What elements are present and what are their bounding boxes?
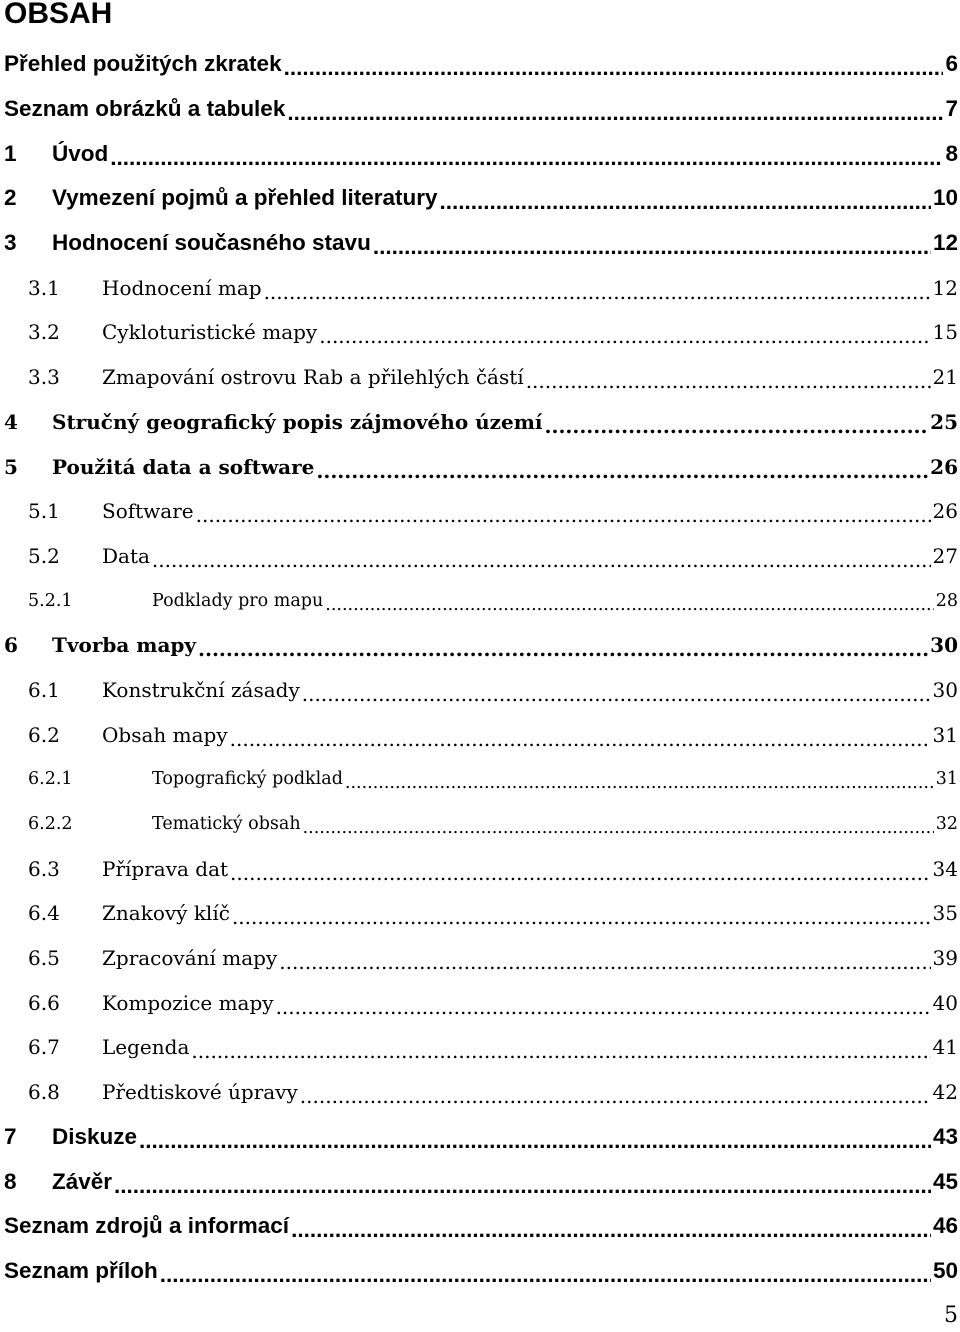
toc-entry-number: 5	[4, 454, 18, 479]
toc-entry-number: 2	[4, 185, 17, 211]
toc-entry-number: 6.5	[28, 946, 60, 971]
toc-entry-page: 27	[932, 543, 958, 568]
toc-dot-leader	[303, 818, 934, 838]
toc-entry-page: 31	[932, 722, 958, 747]
toc-entry[interactable]	[4, 891, 958, 936]
toc-entry-title[interactable]: Příprava dat	[102, 856, 229, 881]
toc-entry[interactable]	[4, 310, 958, 355]
toc-entry-title[interactable]: Hodnocení map	[102, 275, 262, 300]
toc-entry-number: 1	[4, 140, 17, 166]
toc-entry-number: 6.2.1	[28, 769, 73, 790]
toc-entry-title[interactable]: Přehled použitých zkratek	[4, 51, 282, 77]
toc-entry-title[interactable]: Konstrukční zásady	[102, 677, 300, 702]
toc-entry-page: 10	[932, 185, 958, 211]
toc-entry-title[interactable]: Diskuze	[52, 1123, 138, 1149]
toc-entry-number: 8	[4, 1168, 17, 1194]
toc-entry[interactable]	[4, 534, 958, 579]
toc-entry[interactable]	[4, 1249, 958, 1294]
toc-entry-title[interactable]: Podklady pro mapu	[152, 590, 324, 611]
toc-entry-page: 21	[932, 365, 958, 390]
toc-entry[interactable]	[4, 757, 958, 802]
toc-entry-number: 6.1	[28, 677, 60, 702]
toc-entry[interactable]	[4, 578, 958, 623]
toc-entry-page: 45	[932, 1168, 958, 1194]
toc-entry-page: 7	[945, 96, 958, 122]
toc-entry-page: 32	[935, 814, 958, 835]
toc-dot-leader	[316, 459, 928, 483]
toc-dot-leader	[264, 280, 931, 304]
toc-entry-title[interactable]: Úvod	[52, 140, 109, 166]
toc-entry-title[interactable]: Tematický obsah	[152, 814, 301, 835]
toc-entry-title[interactable]: Legenda	[102, 1035, 190, 1060]
toc-entry-title[interactable]: Software	[102, 499, 194, 524]
toc-entry-title[interactable]: Zmapování ostrovu Rab a přilehlých částí	[102, 365, 524, 390]
toc-entry-title[interactable]: Vymezení pojmů a přehled literatury	[52, 185, 438, 211]
toc-dot-leader	[196, 503, 931, 527]
toc-dot-leader	[276, 995, 931, 1019]
toc-entry-title[interactable]: Obsah mapy	[102, 722, 228, 747]
toc-entry[interactable]	[4, 265, 958, 310]
toc-entry-number: 5.1	[28, 499, 60, 524]
toc-entry[interactable]	[4, 1159, 958, 1204]
toc-entry-title[interactable]: Tvorba mapy	[52, 633, 197, 658]
toc-entry[interactable]	[4, 400, 958, 445]
toc-dot-leader	[291, 1217, 931, 1243]
toc-entry[interactable]	[4, 131, 958, 176]
toc-entry[interactable]	[4, 355, 958, 400]
toc-entry-page: 35	[932, 901, 958, 926]
toc-dot-leader	[230, 727, 931, 751]
toc-entry-number: 6.8	[28, 1080, 60, 1105]
toc-dot-leader	[152, 548, 931, 572]
toc-entry[interactable]	[4, 936, 958, 981]
toc-dot-leader	[232, 905, 931, 929]
toc-entry-page: 46	[932, 1213, 958, 1239]
toc-entry[interactable]	[4, 712, 958, 757]
toc-dot-leader	[139, 1128, 931, 1154]
toc-entry[interactable]	[4, 623, 958, 668]
toc-entry-title[interactable]: Data	[102, 543, 150, 568]
toc-dot-leader	[160, 1262, 931, 1288]
toc-entry-number: 3	[4, 230, 17, 256]
toc-entry[interactable]	[4, 1025, 958, 1070]
page-title: OBSAH	[4, 0, 113, 30]
toc-entry-page: 8	[945, 140, 958, 166]
toc-entry-number: 7	[4, 1123, 17, 1149]
toc-dot-leader	[114, 1173, 931, 1199]
toc-entry-page: 26	[930, 454, 958, 479]
toc-entry-number: 6.6	[28, 990, 60, 1015]
toc-entry[interactable]	[4, 87, 958, 132]
toc-entry-page: 6	[945, 51, 958, 77]
toc-dot-leader	[110, 145, 943, 171]
toc-entry-title[interactable]: Seznam zdrojů a informací	[4, 1213, 290, 1239]
toc-entry-title[interactable]: Seznam příloh	[4, 1257, 158, 1283]
toc-entry-title[interactable]: Předtiskové úpravy	[102, 1080, 298, 1105]
toc-entry[interactable]	[4, 1204, 958, 1249]
toc-entry[interactable]	[4, 42, 958, 87]
toc-entry-title[interactable]: Použitá data a software	[52, 454, 315, 479]
toc-entry[interactable]	[4, 846, 958, 891]
toc-entry-number: 3.2	[28, 320, 60, 345]
toc-dot-leader	[302, 682, 931, 706]
toc-entry-title[interactable]: Seznam obrázků a tabulek	[4, 96, 286, 122]
toc-dot-leader	[300, 1084, 931, 1108]
toc-entry-page: 43	[932, 1123, 958, 1149]
toc-entry[interactable]	[4, 980, 958, 1025]
toc-entry-page: 42	[932, 1080, 958, 1105]
toc-dot-leader	[279, 950, 930, 974]
toc-entry[interactable]	[4, 176, 958, 221]
toc-entry-title[interactable]: Cykloturistické mapy	[102, 320, 318, 345]
toc-entry-page: 40	[932, 990, 958, 1015]
toc-entry[interactable]	[4, 668, 958, 713]
toc-entry-number: 6.3	[28, 856, 60, 881]
toc-dot-leader	[230, 861, 931, 885]
toc-entry-title[interactable]: Stručný geografický popis zájmového území	[52, 409, 543, 434]
toc-entry-number: 5.2	[28, 543, 60, 568]
page-number: 5	[944, 1303, 958, 1328]
toc-entry-number: 6.2.2	[28, 814, 73, 835]
toc-dot-leader	[440, 189, 931, 215]
toc-entry-number: 6.4	[28, 901, 60, 926]
toc-entry-page: 26	[932, 499, 958, 524]
toc-entry[interactable]	[4, 1115, 958, 1160]
toc-entry-number: 6	[4, 633, 18, 658]
toc-dot-leader	[284, 55, 944, 81]
toc-entry-number: 6.7	[28, 1035, 60, 1060]
toc-dot-leader	[191, 1039, 930, 1063]
toc-entry[interactable]	[4, 221, 958, 266]
toc-entry[interactable]	[4, 802, 958, 847]
toc-entry-page: 28	[935, 590, 958, 611]
toc-entry-page: 41	[932, 1035, 958, 1060]
toc-entry-page: 15	[932, 320, 958, 345]
toc-entry-page: 39	[932, 946, 958, 971]
toc-entry-page: 34	[932, 856, 958, 881]
toc-entry-number: 4	[4, 409, 18, 434]
toc-entry-page: 25	[930, 409, 958, 434]
toc-entry-title[interactable]: Závěr	[52, 1168, 113, 1194]
toc-entry-number: 6.2	[28, 722, 60, 747]
toc-dot-leader	[198, 637, 928, 661]
toc-dot-leader	[545, 414, 929, 438]
toc-entry-page: 31	[935, 769, 958, 790]
toc-entry-page: 30	[930, 633, 958, 658]
toc-entry-page: 12	[932, 230, 958, 256]
toc-entry-number: 3.3	[28, 365, 60, 390]
toc-dot-leader	[526, 369, 931, 393]
toc-entry-page: 50	[932, 1257, 958, 1283]
toc-entry[interactable]	[4, 1070, 958, 1115]
toc-entry-number: 5.2.1	[28, 590, 73, 611]
toc-dot-leader	[345, 773, 934, 793]
toc-entry-title[interactable]: Hodnocení současného stavu	[52, 230, 371, 256]
toc-entry-title[interactable]: Znakový klíč	[102, 901, 230, 926]
toc-entry-title[interactable]: Zpracování mapy	[102, 946, 278, 971]
toc-entry-number: 3.1	[28, 275, 60, 300]
toc-entry-page: 12	[932, 275, 958, 300]
toc-dot-leader	[373, 234, 931, 260]
toc-entry-page: 30	[932, 677, 958, 702]
table-of-contents	[4, 42, 958, 1293]
toc-entry[interactable]	[4, 444, 958, 489]
toc-dot-leader	[325, 595, 933, 615]
toc-entry-title[interactable]: Kompozice mapy	[102, 990, 274, 1015]
toc-dot-leader	[287, 100, 943, 126]
toc-entry-title[interactable]: Topografický podklad	[152, 769, 343, 790]
toc-dot-leader	[319, 324, 930, 348]
toc-entry[interactable]	[4, 489, 958, 534]
